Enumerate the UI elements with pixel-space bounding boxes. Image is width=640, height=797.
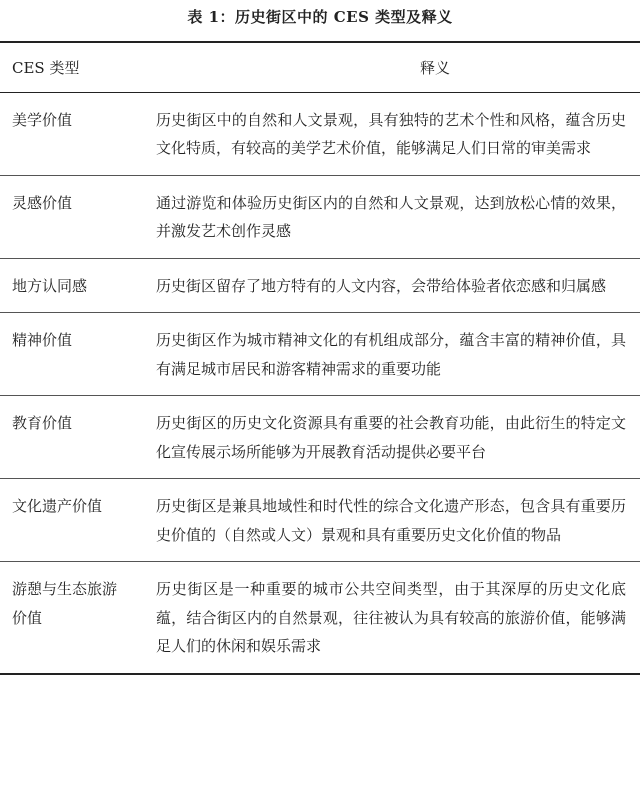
cell-definition: 历史街区是一种重要的城市公共空间类型，由于其深厚的历史文化底蕴，结合街区内的自然景观，往往被认为具有较高的旅游价值，能够满足人们的休闲和娱乐需求 [156,580,626,655]
cell-type: 地方认同感 [12,276,88,295]
table-caption: 表 1：历史街区中的 CES 类型及释义 [187,8,453,26]
cell-type: 灵感价值 [12,193,73,212]
cell-definition: 历史街区是兼具地域性和时代性的综合文化遗产形态，包含具有重要历史价值的（自然或人文）景观和具有重要历史文化价值的物品 [156,497,626,544]
table-row [0,562,640,674]
cell-definition: 历史街区的历史文化资源具有重要的社会教育功能，由此衍生的特定文化宣传展示场所能够为开展教育活动提供必要平台 [156,414,626,461]
table-row [0,175,640,258]
cell-definition: 历史街区作为城市精神文化的有机组成部分，蕴含丰富的精神价值，具有满足城市居民和游客精神需求的重要功能 [156,331,626,378]
table-header-row [0,42,640,92]
cell-definition: 通过游览和体验历史街区内的自然和人文景观，达到放松心情的效果，并激发艺术创作灵感 [156,193,626,240]
cell-definition: 历史街区中的自然和人文景观，具有独特的艺术个性和风格，蕴含历史文化特质，有较高的美学艺术价值，能够满足人们日常的审美需求 [156,110,626,157]
table-row [0,313,640,396]
cell-type: 教育价值 [12,414,73,432]
cell-type: 游憩与生态旅游价值 [12,580,118,627]
table-row [0,258,640,313]
column-header-definition: 释义 [419,58,450,77]
ces-table [0,41,640,675]
column-header-type: CES 类型 [12,58,80,77]
cell-type: 文化遗产价值 [12,497,103,515]
table-row [0,92,640,175]
table-row [0,479,640,562]
cell-type: 美学价值 [12,110,73,129]
cell-type: 精神价值 [12,331,73,349]
cell-definition: 历史街区留存了地方特有的人文内容，会带给体验者依恋感和归属感 [156,276,607,295]
table-row [0,396,640,479]
